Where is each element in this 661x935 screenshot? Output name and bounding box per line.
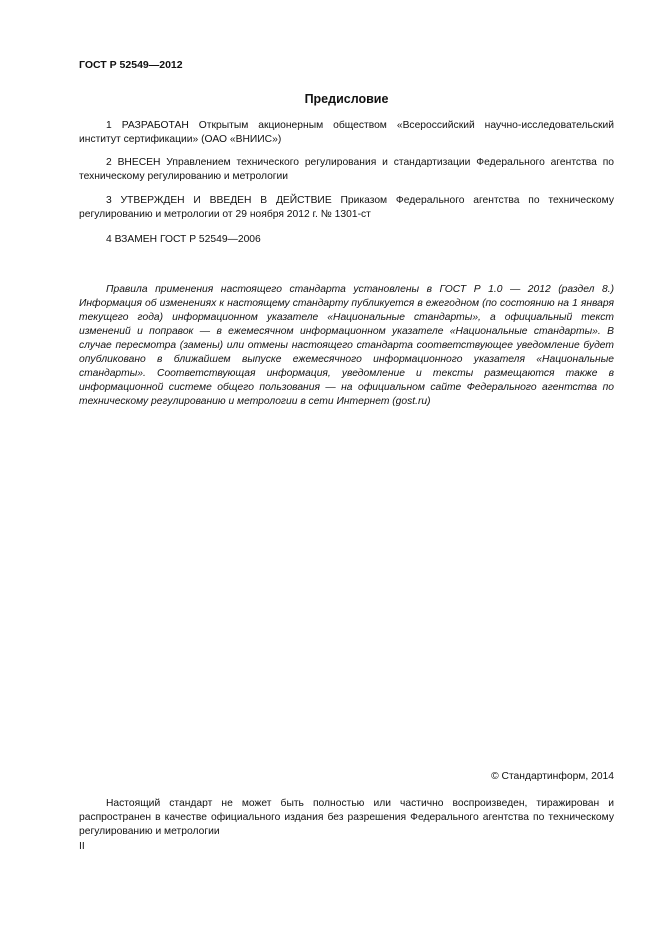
foreword-item-developed: 1 РАЗРАБОТАН Открытым акционерным обществом «Всероссийский научно-исследовательский институт сертификации» (ОАО «ВНИИС») bbox=[79, 120, 614, 145]
foreword-item-replaces: 4 ВЗАМЕН ГОСТ Р 52549—2006 bbox=[106, 234, 261, 245]
reproduction-notice: Настоящий стандарт не может быть полностью или частично воспроизведен, тиражирован и распространен в качестве официального издания без разрешения Федерального агентства по техническому регулированию и метрологии bbox=[79, 798, 614, 837]
foreword-item-approved: 3 УТВЕРЖДЕН И ВВЕДЕН В ДЕЙСТВИЕ Приказом Федерального агентства по техническому регулированию и метрологии от 29 ноября 2012 г. № 1301-ст bbox=[79, 195, 614, 220]
page-title: Предисловие bbox=[304, 92, 389, 106]
copyright-notice: © Стандартинформ, 2014 bbox=[491, 771, 614, 782]
foreword-item-submitted: 2 ВНЕСЕН Управлением технического регулирования и стандартизации Федерального агентства по техническому регулированию и метрологии bbox=[79, 157, 614, 182]
page-number: II bbox=[79, 841, 85, 852]
document-header: ГОСТ Р 52549—2012 bbox=[79, 59, 183, 71]
standard-application-notice: Правила применения настоящего стандарта установлены в ГОСТ Р 1.0 — 2012 (раздел 8.) Информация об изменениях к настоящему стандарту публикуется в ежегодном (по состоянию на 1 января текущего года) информационном указателе «Национальные стандарты», а официальный текст изменений и поправок — в ежемесячном информационном указателе «Национальные стандарты». В случае пересмотра (замены) или отмены настоящего стандарта соответствующее уведомление будет опубликовано в ближайшем выпуске ежемесячного информационного указателя «Национальные стандарты». Соответствующая информация, уведомление и тексты размещаются также в информационной системе общего пользования — на официальном сайте Федерального агентства по техническому регулированию и метрологии в сети Интернет (gost.ru) bbox=[79, 284, 614, 407]
